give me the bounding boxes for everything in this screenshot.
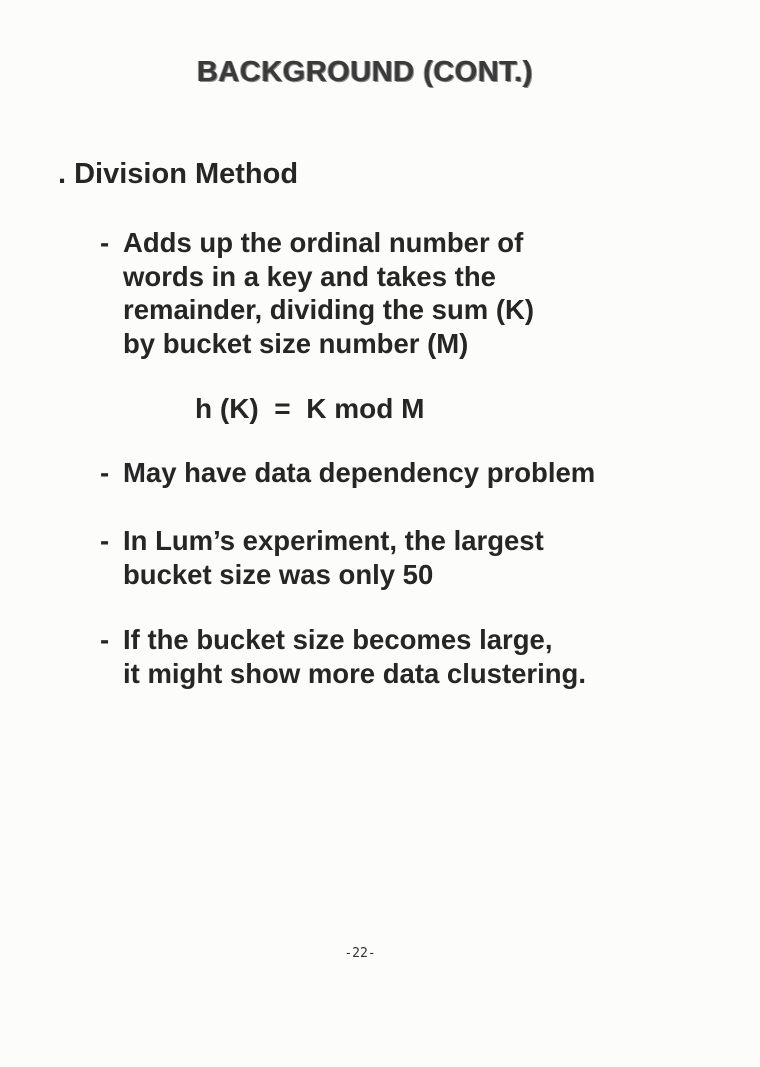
list-item-line: Adds up the ordinal number of [123, 227, 524, 258]
list-item-line: In Lum’s experiment, the largest [123, 525, 544, 556]
section-heading: . Division Method [58, 158, 299, 190]
list-item-text [123, 456, 595, 490]
list-item-line: it might show more data clustering. [123, 657, 586, 689]
list-item-line: words in a key and takes the [123, 260, 496, 292]
list-item-line: bucket size was only 50 [123, 558, 434, 590]
list-item-text [123, 524, 544, 591]
list-item-line: May have data dependency problem [123, 457, 596, 488]
hash-formula: h (K) = K mod M [195, 393, 425, 424]
list-item-text [123, 226, 534, 360]
bullet-dash: - [100, 525, 110, 556]
list-item-line: If the bucket size becomes large, [123, 624, 553, 655]
bullet-dash: - [100, 624, 110, 655]
list-item-line: by bucket size number (M) [123, 327, 469, 359]
list-item-line: remainder, dividing the sum (K) [123, 294, 535, 325]
page-number: -22- [344, 946, 376, 961]
list-item-text [123, 623, 586, 690]
bullet-dash: - [100, 457, 110, 488]
bullet-dash: - [100, 227, 110, 258]
page-title: BACKGROUND (CONT.) [196, 56, 534, 88]
